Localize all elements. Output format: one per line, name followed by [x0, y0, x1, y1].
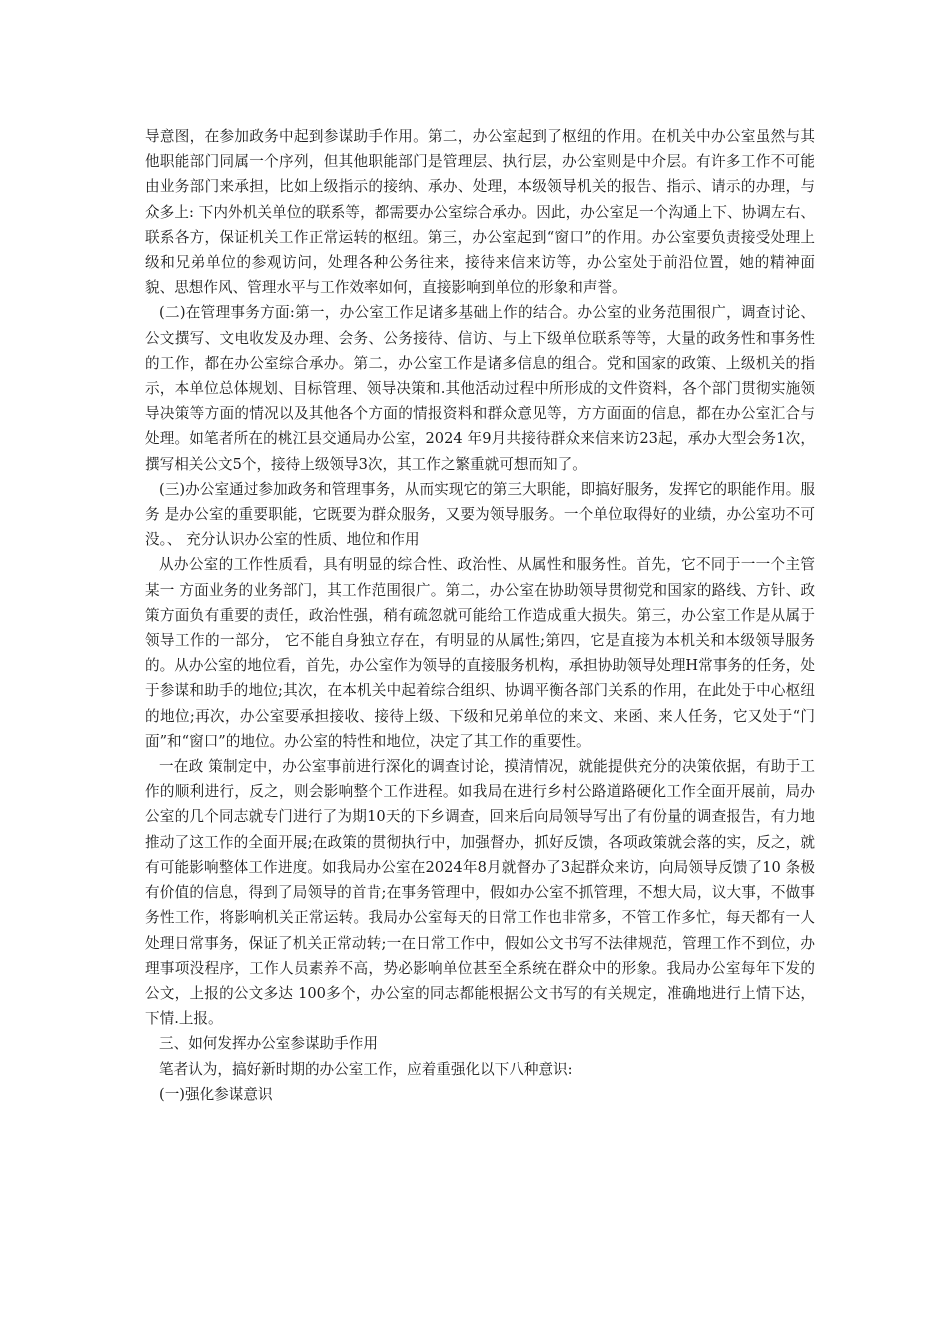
subheading-strengthen-advisory: (一)强化参谋意识	[159, 1085, 273, 1103]
paragraph-service-function: (三)办公室通过参加政务和管理事务，从而实现它的第三大职能，即搞好服务，发挥它的职能作用。服务 是办公室的重要职能，它既要为群众服务，又要为领导服务。一个单位取得好的业绩，办公室功不可没。、 充分认识办公室的性质、地位和作用	[145, 480, 815, 549]
section-heading-three: 三、如何发挥办公室参谋助手作用	[159, 1035, 378, 1053]
paragraph-policy-investigation: 一在政 策制定中，办公室事前进行深化的调查讨论，摸清情况，就能提供充分的决策依据，有助于工作的顺利进行，反之，则会影响整个工作进程。如我局在进行乡村公路道路硬化工作全面开展前，局办公室的几个同志就专门进行了为期10天的下乡调查，回来后向局领导写出了有份量的调查报告，有力地推动了这工作的全面开展;在政策的贯彻执行中，加强督办，抓好反馈，各项政策就会落的实，反之，就有可能影响整体工作进度。如我局办公室在2024年8月就督办了3起群众来访，向局领导反馈了10 条极有价值的信息，得到了局领导的首肯;在事务管理中，假如办公室不抓管理，不想大局，议大事，不做事务性工作，将影响机关正常运转。我局办公室每天的日常工作也非常多，不管工作多忙，每天都有一人处理日常事务，保证了机关正常动转;一在日常工作中，假如公文书写不法律规范，管理工作不到位，办理事项没程序，工作人员素养不高，势必影响单位甚至全系统在群众中的形象。我局办公室每年下发的公文，上报的公文多达 100多个，办公室的同志都能根据公文书写的有关规定，准确地进行上情下达，下情.上报。	[145, 758, 815, 1028]
paragraph-office-hub-role: 导意图，在参加政务中起到参谋助手作用。第二，办公室起到了枢纽的作用。在机关中办公室虽然与其他职能部门同属一个序列，但其他职能部门是管理层、执行层，办公室则是中介层。有许多工作不可能由业务部门来承担，比如上级指示的接纳、承办、处理，本级领导机关的报告、指示、请示的办理，与众多上: 下内外机关单位的联系等，都需要办公室综合承办。因此，办公室足一个沟通上下、协调左右、联系各方，保证机关工作正常运转的枢纽。第三，办公室起到“窗口”的作用。办公室要负责接受处理上级和兄弟单位的参观访问，处理各种公务往来，接待来信来访等，办公室处于前沿位置，她的精神面貌、思想作风、管理水平与工作效率如何，直接影响到单位的形象和声誉。	[145, 128, 815, 297]
paragraph-office-nature-status: 从办公室的工作性质看，具有明显的综合性、政治性、从属性和服务性。首先，它不同于一一个主管某一 方面业务的业务部门，其工作范围很广。第二，办公室在协助领导贯彻党和国家的路线、方针、政策方面负有重要的责任，政治性强，稍有疏忽就可能给工作造成重大损失。第三，办公室工作是从属于领导工作的一部分， 它不能自身独立存在，有明显的从属性;第四，它是直接为本机关和本级领导服务的。从办公室的地位看，首先，办公室作为领导的直接服务机构，承担协助领导处理H常事务的任务，处于参谋和助手的地位;其次，在本机关中起着综合组织、协调平衡各部门关系的作用，在此处于中心枢纽的地位;再次，办公室要承担接收、接待上级、下级和兄弟单位的来文、来函、来人任务，它又处于“门面”和“窗口”的地位。办公室的特性和地位，决定了其工作的重要性。	[145, 556, 815, 750]
paragraph-management-affairs: (二)在管理事务方面:第一，办公室工作足诸多基础上作的结合。办公室的业务范围很广，调查讨论、公文撰写、文电收发及办理、会务、公务接待、信访、与上下级单位联系等等，大量的政务性和事务性的工作，都在办公室综合承办。第二，办公室工作是诸多信息的组合。党和国家的政策、上级机关的指示，本单位总体规划、目标管理、领导决策和.其他活动过程中所形成的文件资料，各个部门贯彻实施领导决策等方面的情况以及其他各个方面的情报资料和群众意见等，方方面面的信息，都在办公室汇合与处理。如笔者所在的桃江县交通局办公室，2024 年9月共接待群众来信来访23起，承办大型会务1次，撰写相关公文5个，接待上级领导3次，其工作之繁重就可想而知了。	[145, 304, 815, 473]
paragraph-eight-awareness-intro: 笔者认为，搞好新时期的办公室工作，应着重强化以下八种意识:	[159, 1060, 573, 1078]
document-body	[145, 124, 815, 1107]
